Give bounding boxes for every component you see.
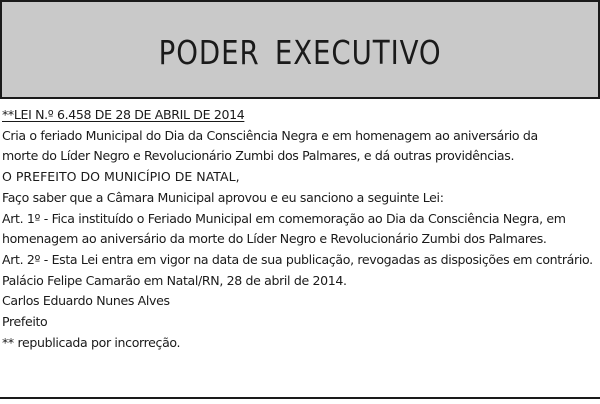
mayor-heading: O PREFEITO DO MUNICÍPIO DE NATAL, <box>2 169 240 185</box>
article-1-line-1: Art. 1º - Fica instituído o Feriado Municipal em comemoração ao Dia da Consciência Negra, em <box>2 210 566 226</box>
place-and-date: Palácio Felipe Camarão em Natal/RN, 28 de abril de 2014. <box>2 272 347 288</box>
enactment-clause: Faço saber que a Câmara Municipal aprovou e eu sanciono a seguinte Lei: <box>2 189 444 205</box>
law-document <box>2 105 598 353</box>
republication-note: ** republicada por incorreção. <box>2 334 181 350</box>
signatory-title: Prefeito <box>2 314 48 330</box>
law-summary-line-2: morte do Líder Negro e Revolucionário Zumbi dos Palmares, e dá outras providências. <box>2 148 515 164</box>
bottom-divider <box>0 397 600 399</box>
article-1-line-2: homenagem ao aniversário da morte do Líder Negro e Revolucionário Zumbi dos Palmares. <box>2 231 547 247</box>
signatory-name: Carlos Eduardo Nunes Alves <box>2 293 170 309</box>
section-title: PODER EXECUTIVO <box>158 33 442 72</box>
article-2: Art. 2º - Esta Lei entra em vigor na data de sua publicação, revogadas as disposições em contrário. <box>2 251 593 267</box>
section-header <box>0 0 600 99</box>
law-title: **LEI N.º 6.458 DE 28 DE ABRIL DE 2014 <box>2 107 245 122</box>
law-summary-line-1: Cria o feriado Municipal do Dia da Consciência Negra e em homenagem ao aniversário da <box>2 127 538 143</box>
